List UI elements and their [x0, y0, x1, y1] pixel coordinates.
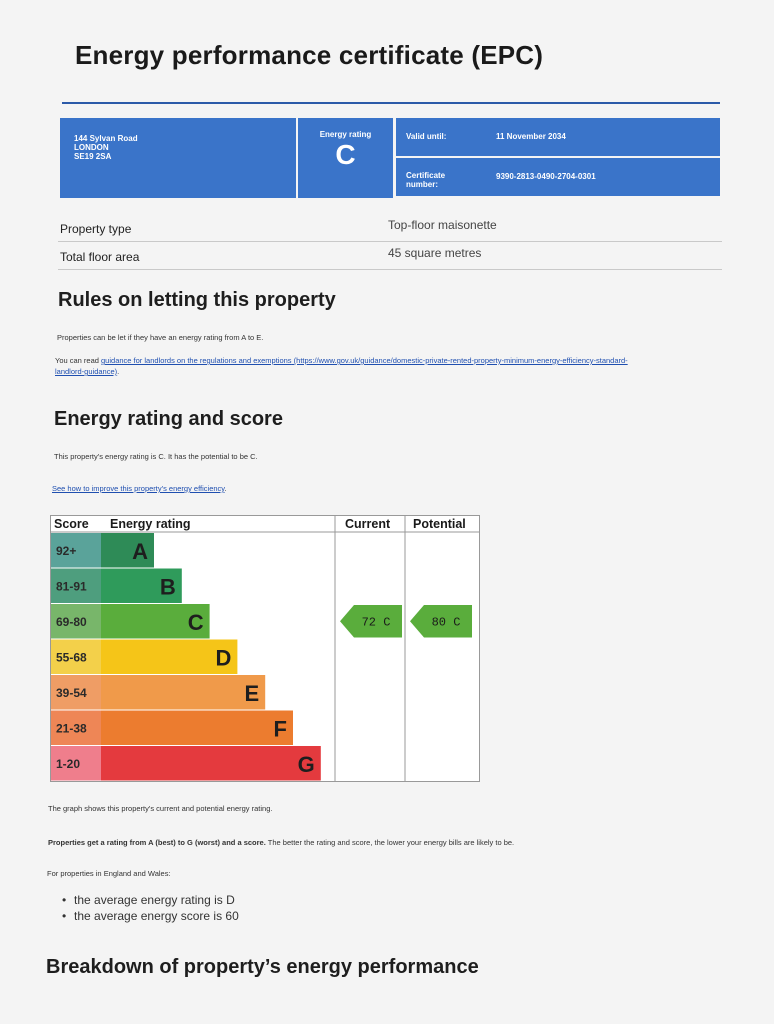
band-bar-g — [101, 746, 321, 781]
current-rating-label: 72 C — [361, 615, 391, 630]
property-type-label: Property type — [60, 222, 132, 236]
page-title: Energy performance certificate (EPC) — [75, 40, 544, 70]
potential-rating-label: 80 C — [431, 615, 461, 630]
score-range-label: 21-38 — [56, 721, 87, 736]
header-energy-rating: Energy rating — [110, 517, 191, 531]
score-text: This property's energy rating is C. It has the potential to be C. — [54, 452, 258, 461]
letting-guidance: You can read guidance for landlords on the regulations and exemptions (https://www.gov.uk/guidance/domestic-private-rented-property-minimum-energy-efficiency-standard- landlord-guidance). — [55, 356, 628, 376]
score-range-label: 81-91 — [56, 579, 87, 594]
address-line-1: 144 Sylvan Road — [74, 134, 138, 143]
floor-area-label: Total floor area — [60, 250, 140, 264]
address-line-3: SE19 2SA — [74, 152, 112, 161]
band-letter-b: B — [159, 574, 176, 600]
score-range-label: 69-80 — [56, 614, 87, 629]
valid-until-value: 11 November 2034 — [496, 132, 566, 141]
landlord-guidance-link[interactable]: guidance for landlords on the regulations and exemptions (https://www.gov.uk/guidance/domestic-private-rented-property-minimum-energy-efficiency-standard- landlord-guidance) — [55, 356, 628, 376]
score-range-label: 39-54 — [56, 685, 87, 700]
header-score: Score — [54, 517, 89, 531]
improve-efficiency-row: See how to improve this property's energy efficiency. — [52, 484, 227, 493]
certificate-number-label: Certificate number: — [406, 171, 446, 189]
score-range-label: 1-20 — [56, 756, 81, 771]
certificate-number-value: 9390-2813-0490-2704-0301 — [496, 172, 596, 181]
england-wales-note: For properties in England and Wales: — [47, 869, 171, 878]
title-divider — [62, 102, 720, 104]
band-letter-c: C — [187, 609, 204, 635]
band-letter-f: F — [273, 716, 287, 742]
floor-area-value: 45 square metres — [388, 246, 482, 260]
valid-until-label: Valid until: — [406, 132, 447, 141]
score-range-label: 92+ — [56, 543, 77, 558]
band-bar-e — [101, 675, 265, 710]
property-type-value: Top-floor maisonette — [388, 218, 497, 232]
band-letter-e: E — [244, 680, 260, 706]
energy-rating-value: C — [335, 139, 356, 170]
valid-until-block — [396, 118, 720, 156]
energy-rating-label: Energy rating — [319, 130, 372, 139]
address-line-2: LONDON — [74, 143, 109, 152]
address-block — [60, 118, 296, 198]
breakdown-heading: Breakdown of property’s energy performance — [46, 956, 479, 978]
graph-note: The graph shows this property's current and potential energy rating. — [48, 804, 273, 813]
band-bar-f — [101, 711, 293, 746]
score-range-label: 55-68 — [56, 650, 87, 665]
band-letter-g: G — [297, 751, 315, 777]
improve-efficiency-link[interactable]: See how to improve this property's energy efficiency — [52, 484, 225, 493]
list-item: • the average energy rating is D — [62, 893, 235, 907]
property-type-row — [58, 214, 722, 242]
letting-heading: Rules on letting this property — [58, 289, 336, 311]
floor-area-row — [58, 242, 722, 270]
averages-list — [62, 892, 239, 924]
score-heading: Energy rating and score — [54, 408, 283, 430]
header-potential: Potential — [413, 517, 466, 531]
list-item: • the average energy score is 60 — [62, 909, 239, 923]
letting-text: Properties can be let if they have an energy rating from A to E. — [57, 333, 264, 342]
energy-rating-chart — [50, 515, 480, 782]
header-current: Current — [345, 517, 391, 531]
energy-rating-block — [298, 118, 393, 198]
rating-explanation: Properties get a rating from A (best) to G (worst) and a score. The better the rating and score, the lower your energy bills are likely to be. — [48, 838, 515, 847]
band-letter-a: A — [132, 538, 148, 564]
band-letter-d: D — [215, 645, 232, 671]
certificate-number-block — [396, 158, 720, 196]
